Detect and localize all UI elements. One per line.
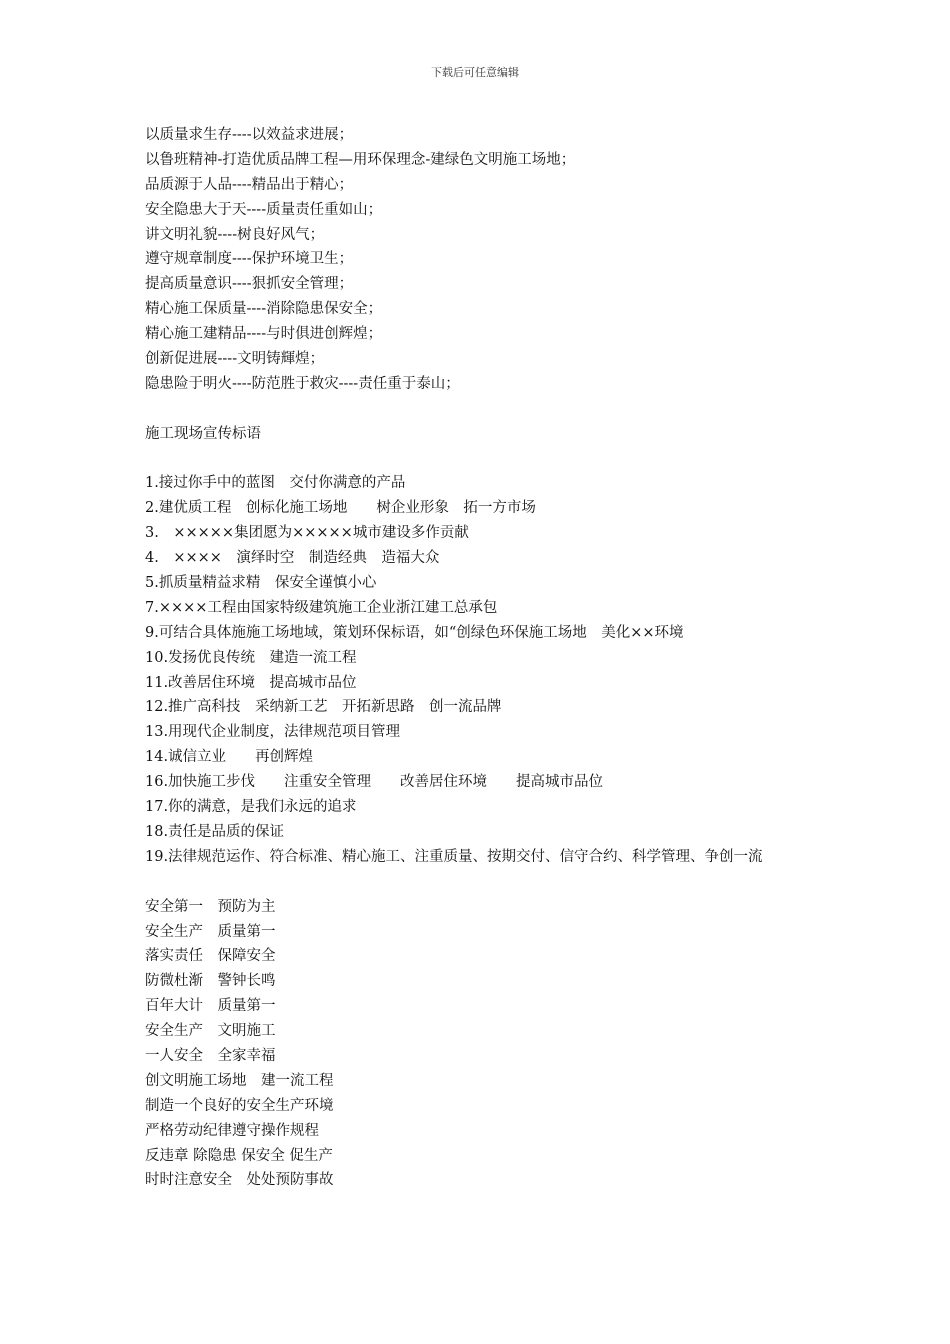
numbered-slogan: 9.可结合具体施施工场地域，策划环保标语，如“创绿色环保施工场地 美化××环境 — [145, 624, 684, 641]
numbered-slogan: 7.××××工程由国家特级建筑施工企业浙江建工总承包 — [145, 599, 498, 616]
safety-slogan: 创文明施工场地 建一流工程 — [145, 1072, 334, 1089]
numbered-slogan: 13.用现代企业制度，法律规范项目管理 — [145, 724, 401, 741]
section-title: 施工现场宣传标语 — [145, 425, 261, 442]
safety-slogan: 反违章 除隐患 保安全 促生产 — [145, 1147, 333, 1164]
slogan-line: 提高质量意识----狠抓安全管理； — [145, 276, 354, 293]
numbered-slogan-list — [145, 471, 810, 869]
slogan-line: 精心施工建精品----与时俱进创辉煌； — [145, 326, 383, 343]
numbered-slogan: 18.责任是品质的保证 — [145, 823, 285, 840]
numbered-slogan: 3. ×××××集团愿为×××××城市建设多作贡献 — [145, 525, 469, 542]
numbered-slogan: 16.加快施工步伐 注重安全管理 改善居住环境 提高城市品位 — [145, 774, 604, 791]
numbered-slogan: 1.接过你手中的蓝图 交付你满意的产品 — [145, 475, 406, 492]
document-body — [145, 123, 810, 1193]
page-header-note: 下载后可任意编辑 — [431, 66, 519, 79]
safety-slogan: 一人安全 全家幸福 — [145, 1047, 276, 1064]
slogan-list-quality — [145, 123, 810, 397]
numbered-slogan: 12.推广高科技 采纳新工艺 开拓新思路 创一流品牌 — [145, 699, 502, 716]
safety-slogan: 严格劳动纪律遵守操作规程 — [145, 1122, 319, 1139]
slogan-line: 讲文明礼貌----树良好风气； — [145, 226, 325, 243]
safety-slogan: 落实责任 保障安全 — [145, 948, 276, 965]
blank-line — [145, 447, 810, 472]
slogan-list-safety — [145, 895, 810, 1194]
safety-slogan: 制造一个良好的安全生产环境 — [145, 1097, 334, 1114]
safety-slogan: 百年大计 质量第一 — [145, 998, 276, 1015]
slogan-line: 精心施工保质量----消除隐患保安全； — [145, 301, 383, 318]
blank-line — [145, 397, 810, 422]
numbered-slogan: 2.建优质工程 创标化施工场地 树企业形象 拓一方市场 — [145, 500, 536, 517]
numbered-slogan: 19.法律规范运作、符合标准、精心施工、注重质量、按期交付、信守合约、科学管理、争创一流 — [145, 848, 763, 865]
safety-slogan: 防微杜渐 警钟长鸣 — [145, 973, 276, 990]
safety-slogan: 时时注意安全 处处预防事故 — [145, 1172, 334, 1189]
safety-slogan: 安全生产 文明施工 — [145, 1023, 276, 1040]
slogan-line: 安全隐患大于天----质量责任重如山； — [145, 201, 383, 218]
numbered-slogan: 5.抓质量精益求精 保安全谨慎小心 — [145, 575, 377, 592]
blank-line — [145, 870, 810, 895]
slogan-line: 品质源于人品----精品出于精心； — [145, 176, 354, 193]
safety-slogan: 安全生产 质量第一 — [145, 923, 276, 940]
slogan-line: 以鲁班精神-打造优质品牌工程—用环保理念-建绿色文明施工场地； — [145, 151, 576, 168]
slogan-line: 创新促进展----文明铸輝煌； — [145, 351, 325, 368]
safety-slogan: 安全第一 预防为主 — [145, 898, 276, 915]
numbered-slogan: 10.发扬优良传统 建造一流工程 — [145, 649, 357, 666]
numbered-slogan: 17.你的满意，是我们永远的追求 — [145, 799, 357, 816]
numbered-slogan: 4. ×××× 演绎时空 制造经典 造福大众 — [145, 550, 440, 567]
numbered-slogan: 14.诚信立业 再创辉煌 — [145, 749, 314, 766]
slogan-line: 以质量求生存----以效益求进展； — [145, 127, 354, 143]
slogan-line: 遵守规章制度----保护环境卫生； — [145, 251, 354, 268]
numbered-slogan: 11.改善居住环境 提高城市品位 — [145, 674, 357, 691]
slogan-line: 隐患险于明火----防范胜于救灾----责任重于泰山； — [145, 375, 460, 392]
